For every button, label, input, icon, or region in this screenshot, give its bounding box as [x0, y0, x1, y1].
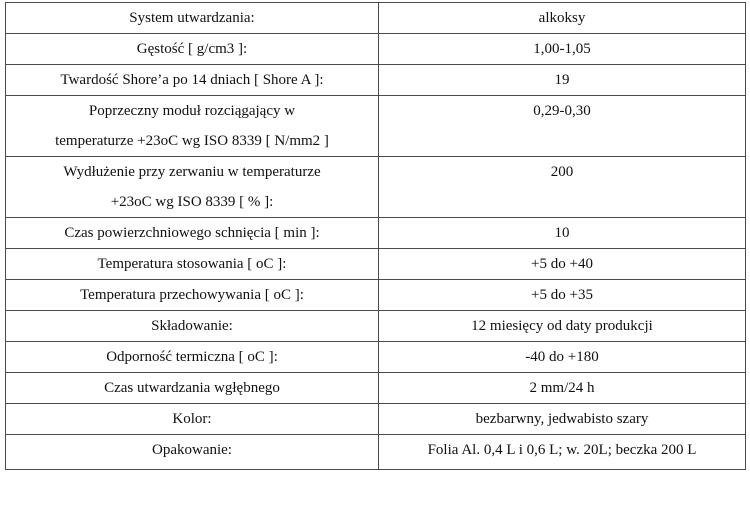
table-row [6, 373, 746, 404]
property-value: -40 do +180 [379, 342, 746, 373]
property-value: 19 [379, 65, 746, 96]
table-row [6, 342, 746, 373]
property-label: Twardość Shore’a po 14 dniach [ Shore A ]: [6, 65, 379, 96]
property-value: 200 [379, 157, 746, 218]
property-label: Czas utwardzania wgłębnego [6, 373, 379, 404]
specification-table [5, 2, 746, 470]
table-row [6, 3, 746, 34]
property-value: 10 [379, 218, 746, 249]
property-label: Odporność termiczna [ oC ]: [6, 342, 379, 373]
table-row [6, 96, 746, 157]
property-label: Opakowanie: [6, 435, 379, 470]
table-row [6, 218, 746, 249]
property-label: Gęstość [ g/cm3 ]: [6, 34, 379, 65]
property-value: 2 mm/24 h [379, 373, 746, 404]
property-label: System utwardzania: [6, 3, 379, 34]
property-label: Poprzeczny moduł rozciągający w temperaturze +23oC wg ISO 8339 [ N/mm2 ] [6, 96, 379, 157]
table-row [6, 311, 746, 342]
spec-sheet [5, 2, 745, 505]
table-row [6, 435, 746, 470]
property-value: Folia Al. 0,4 L i 0,6 L; w. 20L; beczka 200 L [379, 435, 746, 470]
property-label: Składowanie: [6, 311, 379, 342]
property-value: +5 do +35 [379, 280, 746, 311]
property-label: Kolor: [6, 404, 379, 435]
table-row [6, 280, 746, 311]
table-row [6, 65, 746, 96]
table-row [6, 249, 746, 280]
table-row [6, 404, 746, 435]
property-label: Wydłużenie przy zerwaniu w temperaturze +23oC wg ISO 8339 [ % ]: [6, 157, 379, 218]
property-value: 1,00-1,05 [379, 34, 746, 65]
property-value: 12 miesięcy od daty produkcji [379, 311, 746, 342]
property-value: alkoksy [379, 3, 746, 34]
property-label: Temperatura stosowania [ oC ]: [6, 249, 379, 280]
property-value: 0,29-0,30 [379, 96, 746, 157]
property-label: Temperatura przechowywania [ oC ]: [6, 280, 379, 311]
property-value: bezbarwny, jedwabisto szary [379, 404, 746, 435]
table-row [6, 34, 746, 65]
property-value: +5 do +40 [379, 249, 746, 280]
table-row [6, 157, 746, 218]
property-label: Czas powierzchniowego schnięcia [ min ]: [6, 218, 379, 249]
